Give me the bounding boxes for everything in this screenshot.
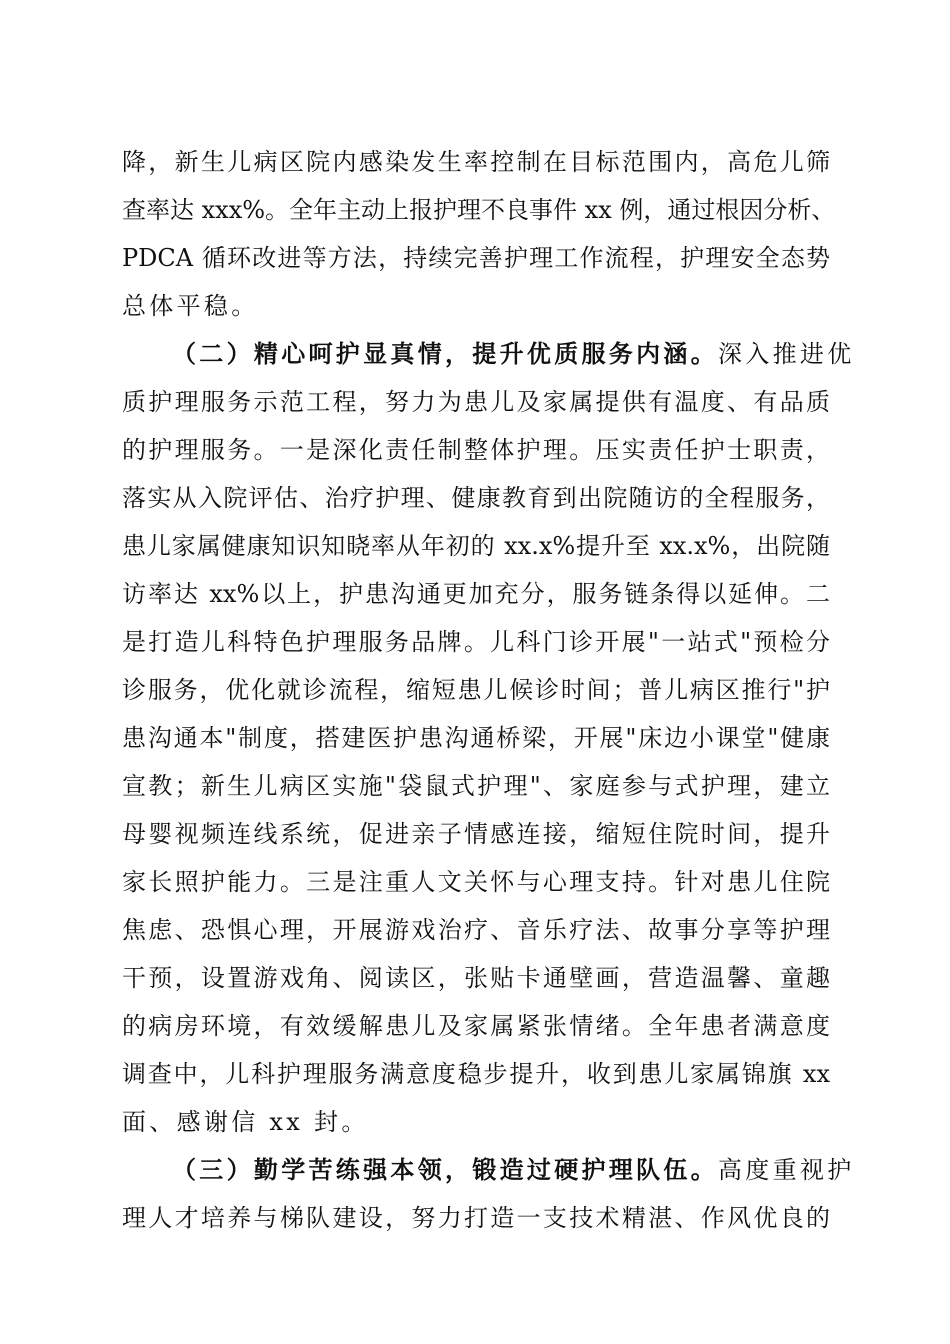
paragraph-1-line: 总体平稳。 <box>122 292 259 320</box>
paragraph-2-line: 诊服务，优化就诊流程，缩短患儿候诊时间；普儿病区推行"护 <box>122 676 830 704</box>
paragraph-2-line: 面、感谢信 xx 封。 <box>122 1108 369 1136</box>
paragraph-2-line: 调查中，儿科护理服务满意度稳步提升，收到患儿家属锦旗 xx <box>122 1060 830 1088</box>
paragraph-2-line: 落实从入院评估、治疗护理、健康教育到出院随访的全程服务， <box>122 484 830 512</box>
paragraph-2-line: 是打造儿科特色护理服务品牌。儿科门诊开展"一站式"预检分 <box>122 628 830 656</box>
section-heading-3: （三）勤学苦练强本领，锻造过硬护理队伍。 <box>172 1155 718 1184</box>
paragraph-1-line: 降，新生儿病区院内感染发生率控制在目标范围内，高危儿筛 <box>122 148 830 176</box>
paragraph-2-line: 患沟通本"制度，搭建医护患沟通桥梁，开展"床边小课堂"健康 <box>122 724 830 752</box>
paragraph-2-line: 访率达 xx%以上，护患沟通更加充分，服务链条得以延伸。二 <box>122 580 830 608</box>
paragraph-2-line: 母婴视频连线系统，促进亲子情感连接，缩短住院时间，提升 <box>122 820 830 848</box>
paragraph-2-line: 焦虑、恐惧心理，开展游戏治疗、音乐疗法、故事分享等护理 <box>122 916 830 944</box>
paragraph-2-line: 患儿家属健康知识知晓率从年初的 xx.x%提升至 xx.x%，出院随 <box>122 532 830 560</box>
paragraph-2-first-line <box>172 334 855 374</box>
paragraph-2-line: 质护理服务示范工程，努力为患儿及家属提供有温度、有品质 <box>122 388 830 416</box>
paragraph-1-line: 查率达 xxx%。全年主动上报护理不良事件 xx 例，通过根因分析、 <box>122 196 836 224</box>
paragraph-2-line: 的护理服务。一是深化责任制整体护理。压实责任护士职责， <box>122 436 830 464</box>
paragraph-1-line: PDCA 循环改进等方法，持续完善护理工作流程，护理安全态势 <box>122 244 830 272</box>
paragraph-2-first-line-text: 深入推进优 <box>718 340 855 368</box>
section-heading-2: （二）精心呵护显真情，提升优质服务内涵。 <box>172 339 718 368</box>
paragraph-3-line: 理人才培养与梯队建设，努力打造一支技术精湛、作风优良的 <box>122 1204 830 1232</box>
paragraph-2-line: 干预，设置游戏角、阅读区，张贴卡通壁画，营造温馨、童趣 <box>122 964 830 992</box>
paragraph-2-line: 的病房环境，有效缓解患儿及家属紧张情绪。全年患者满意度 <box>122 1012 830 1040</box>
paragraph-2-line: 宣教；新生儿病区实施"袋鼠式护理"、家庭参与式护理，建立 <box>122 772 830 800</box>
paragraph-3-first-line-text: 高度重视护 <box>718 1156 855 1184</box>
paragraph-2-line: 家长照护能力。三是注重人文关怀与心理支持。针对患儿住院 <box>122 868 830 896</box>
paragraph-3-first-line <box>172 1150 855 1190</box>
